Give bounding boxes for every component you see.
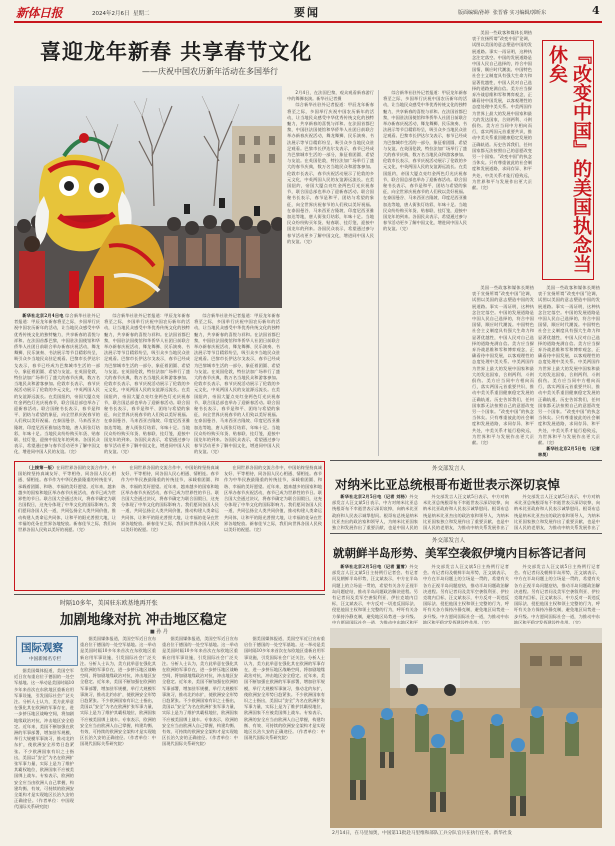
main-article-col-4	[287, 90, 374, 456]
main-article-col-2	[104, 313, 190, 457]
news1-col-3	[514, 494, 600, 530]
peacekeepers-photo	[330, 628, 602, 828]
bottom-author: ■ 孙 丹	[150, 629, 168, 635]
lion-dance-photo	[14, 86, 282, 308]
peacekeepers-caption: 2月14日，在马里加奥，中国第11批赴马里维和部队工兵分队官兵在执行任务。新华社发	[332, 831, 512, 836]
continued-article-box	[14, 461, 325, 591]
bottom-top-rule	[14, 594, 325, 595]
main-article-text-3: 综合新华社驻外记者报道：甲辰龙年新春将至之际，多国举行庆祝中国农历新年的活动，让当地民众感受中华优秀传统文化的独特魅力，共享新春的喜悦与祥和。在法国首都巴黎，中国驻法国使馆和华侨华人社团日前联合举办新春庆祝活动，舞龙舞狮、民乐演奏、书法展示等节目精彩纷呈，吸引众多当地民众驻足观看。巴黎市长伊达尔戈表示，春节已经成为巴黎城市生活的一部分，象征着团圆、希望与友谊。在英国伦敦，特拉法加广场举行了盛大的春节庆典，数万名当地民众和游客参加。伦敦市长表示，春节庆祝活动展示了伦敦的多元文化，中英两国人民的友谊源远流长。在美国纽约，帝国大厦点亮红金两色灯光庆祝春节，联合国总部也举办了迎新春活动。联合国秘书长表示，春节是和平、团结与希望的象征，向全世界庆祝春节的人们致以美好祝福。在泰国曼谷、马来西亚吉隆坡、印度尼西亚雅加达等地，唐人街张灯结彩，年味十足。当地民众纷纷购买年货、贴春联、挂灯笼，迎接中国龙年的到来。各国民众表示，希望通过参与春节活动更多了解中国文化，增进同中国人民的友谊。（完）	[194, 313, 280, 455]
bottom-col-1	[14, 668, 74, 830]
main-article-col-5	[383, 90, 467, 456]
bottom-text-4: 据美国媒体报道，美国空军近日宣布重启位于德国的一处空军基地。这一举动是美国时隔10多年来首次在东欧地区重新启用军事设施，引发国际社会广泛关注。分析人士认为，美方此举意在强化其在欧洲的军事存在，进一步挤压地区战略空间，将加剧地缘政治对抗，冲击地区安全稳定。近年来，美国不断加强在欧洲的军事部署，增加驻军规模，举行大规模军事演习，推动北约东扩，使欧洲安全形势日趋紧张。不少欧洲国家有识之士指出，美国以“安全”为名在欧洲扩张军事力量，实际上是为了维护其霸权地位，欧洲国家不应被美国绑上战车。专家表示，欧洲的安全应当由欧洲人自己掌握，构建均衡、有效、可持续的欧洲安全架构才是实现地区长治久安的正确途径。（作者单位：中国现代国际关系研究院）	[244, 636, 325, 741]
editor-credits: 版面编辑/孙婷 张晋睿 实习编辑/郭昕东	[458, 10, 547, 16]
news1-col-1	[332, 494, 418, 530]
news2-col-2	[423, 564, 509, 624]
news2-text-1: 外交部发言人汪文斌5日主持例行记者会。有记者问及朝鲜半岛形势，汪文斌表示，中方在半岛问题上的立场是一贯的，希望有关各方正视半岛问题症结，推动半岛问题政治解决进程。另有记者问及美军空袭叙利亚、伊拉克境内目标，汪文斌表示，中方反对一切违反国际法、侵犯他国主权和领土完整的行为，呼吁有关各方保持冷静克制，避免地区局势进一步升级。中方愿同国际社会一道，为推动中东地区和平	[332, 564, 418, 624]
column-badge-sub: 中国新闻名专栏	[29, 657, 62, 662]
newspaper-logo: 新体日报	[16, 6, 63, 20]
column-badge	[16, 636, 78, 666]
continued-col-1	[18, 465, 116, 587]
news1-dateline: 新华社北京2月5日电（记者 刘杨）	[340, 494, 410, 499]
news2-kicker: 外交部发言人	[432, 538, 466, 544]
section-title: 要闻	[294, 6, 320, 19]
commentary-text-3: 美国一些政客和媒体长期热衷于宣扬所谓“改变中国”论调，试图以美国的意志塑造中国的发展道路。事实一再证明，这种执念注定落空。中国的发展道路是中国人民自己选择的，符合中国国情，顺应时代潮流。中国特色社会主义制度具有强大生命力和显著优越性，中国人民对自己选择的道路充满自信。美方应当摒弃冷战思维和零和博弈观念，正确看待中国发展，以客观理性的态度处理中美关系。中美两国作为世界上最大的发展中国家和最大的发达国家，合则两利、斗则俱伤。美方应当同中方相向而行，落实两国元首重要共识，推动中美关系重回健康稳定发展的正确轨道。历史告诉我们，任何国家都无法按照自己的意愿改变另一个国家。“改变中国”的执念当休矣。只有尊重彼此的社会制度和发展道路，求同存异、和平共处，中美关系才能行稳致远，为世界和平与发展作出更大贡献。（完）	[538, 285, 600, 446]
column-badge-title: 国际观察	[21, 642, 63, 654]
peacekeepers-illustration	[330, 628, 602, 828]
news2-col-1	[332, 564, 418, 624]
commentary-title-text: 『改变中国』的美国执念当休矣	[546, 45, 592, 273]
issue-date	[92, 9, 150, 17]
main-article-text-5: 综合新华社驻外记者报道：甲辰龙年新春将至之际，多国举行庆祝中国农历新年的活动，让当地民众感受中华优秀传统文化的独特魅力，共享新春的喜悦与祥和。在法国首都巴黎，中国驻法国使馆和华侨华人社团日前联合举办新春庆祝活动，舞龙舞狮、民乐演奏、书法展示等节目精彩纷呈，吸引众多当地民众驻足观看。巴黎市长伊达尔戈表示，春节已经成为巴黎城市生活的一部分，象征着团圆、希望与友谊。在英国伦敦，特拉法加广场举行了盛大的春节庆典，数万名当地民众和游客参加。伦敦市长表示，春节庆祝活动展示了伦敦的多元文化，中英两国人民的友谊源远流长。在美国纽约，帝国大厦点亮红金两色灯光庆祝春节，联合国总部也举办了迎新春活动。联合国秘书长表示，春节是和平、团结与希望的象征，向全世界庆祝春节的人们致以美好祝福。在泰国曼谷、马来西亚吉隆坡、印度尼西亚雅加达等地，唐人街张灯结彩，年味十足。当地民众纷纷购买年货、贴春联、挂灯笼，迎接中国龙年的到来。各国民众表示，希望通过参与春节活动更多了解中国文化，增进同中国人民的友谊。（完）	[383, 90, 467, 232]
news2-headline: 就朝鲜半岛形势、美军空袭叙伊境内目标答记者问	[333, 546, 586, 560]
news1-col-2	[423, 494, 509, 530]
main-article-col-3	[194, 313, 280, 457]
weekday-text: 星期二	[133, 11, 150, 17]
main-headline: 喜迎龙年新春 共享春节文化	[40, 39, 313, 64]
news1-top-rule	[330, 460, 602, 461]
bottom-text-1: 据美国媒体报道，美国空军近日宣布重启位于德国的一处空军基地。这一举动是美国时隔10多年来首次在东欧地区重新启用军事设施，引发国际社会广泛关注。分析人士认为，美方此举意在强化其在欧洲的军事存在，进一步挤压地区战略空间，将加剧地缘政治对抗，冲击地区安全稳定。近年来，美国不断加强在欧洲的军事部署，增加驻军规模，举行大规模军事演习，推动北约东扩，使欧洲安全形势日趋紧张。不少欧洲国家有识之士指出，美国以“安全”为名在欧洲扩张军事力量，实际上是为了维护其霸权地位，欧洲国家不应被美国绑上战车。专家表示，欧洲的安全应当由欧洲人自己掌握，构建均衡、有效、可持续的欧洲安全架构才是实现地区长治久安的正确途径。（作者单位：中国现代国际关系研究院）	[14, 668, 74, 810]
main-column-divider	[378, 90, 379, 456]
continued-col-3	[224, 465, 322, 587]
bottom-col-4	[244, 636, 325, 830]
main-caption: 2月4日，在法国巴黎，观众观看新春游行中的舞狮表演。新华社记者摄	[287, 90, 374, 102]
news2-dateline: 新华社北京2月5日电（记者 董雪）	[340, 564, 410, 569]
commentary-col-2	[472, 285, 534, 457]
news1-text-1: 外交部发言人汪文斌5日表示，中方对纳米比亚总统根哥布不幸逝世表示深切哀悼，向纳米比亚政府和人民表示诚挚慰问。根哥布总统是纳米比亚杰出的政治家和领导人，为纳米比亚国家独立和发展作出了重要贡献，也是中国人民的	[332, 494, 418, 530]
bottom-col-3	[162, 636, 238, 830]
masthead	[14, 3, 602, 21]
bottom-headline: 加剧地缘对抗 冲击地区稳定	[60, 612, 227, 628]
main-article-col-1	[14, 313, 100, 457]
commentary-text-2: 美国一些政客和媒体长期热衷于宣扬所谓“改变中国”论调，试图以美国的意志塑造中国的发展道路。事实一再证明，这种执念注定落空。中国的发展道路是中国人民自己选择的，符合中国国情，顺应时代潮流。中国特色社会主义制度具有强大生命力和显著优越性，中国人民对自己选择的道路充满自信。美方应当摒弃冷战思维和零和博弈观念，正确看待中国发展，以客观理性的态度处理中美关系。中美两国作为世界上最大的发展中国家和最大的发达国家，合则两利、斗则俱伤。美方应当同中方相向而行，落实两国元首重要共识，推动中美关系重回健康稳定发展的正确轨道。历史告诉我们，任何国家都无法按照自己的意愿改变另一个国家。“改变中国”的执念当休矣。只有尊重彼此的社会制度和发展道路，求同存异、和平共处，中美关系才能行稳致远，为世界和平与发展作出更大贡献。（完）	[472, 285, 534, 446]
commentary-vertical-title	[542, 40, 594, 280]
date-text: 2024年2月6日	[92, 11, 130, 17]
news1-text-3: 外交部发言人汪文斌5日表示，中方对纳米比亚总统根哥布不幸逝世表示深切哀悼，向纳米比亚政府和人民表示诚挚慰问。根哥布总统是纳米比亚杰出的政治家和领导人，为纳米比亚国家独立和发展作出了重要贡献，也是中国人民的老朋友，为推动中纳关系发展作出了	[514, 494, 600, 530]
news1-kicker: 外交部发言人	[432, 466, 466, 472]
lion-dance-illustration	[14, 86, 282, 308]
news2-top-rule	[330, 533, 602, 534]
news2-text-3: 外交部发言人汪文斌5日主持例行记者会。有记者问及朝鲜半岛形势，汪文斌表示，中方在半岛问题上的立场是一贯的，希望有关各方正视半岛问题症结，推动半岛问题政治解决进程。另有记者问及美军空袭叙利亚、伊拉克境内目标，汪文斌表示，中方反对一切违反国际法、侵犯他国主权和领土完整的行为，呼吁有关各方保持冷静克制，避免地区局势进一步升级。中方愿同国际社会一道，为推动中东地区和平稳定发挥建设性作用。（完）	[514, 564, 600, 624]
news1-headline: 对纳米比亚总统根哥布逝世表示深切哀悼	[335, 477, 561, 492]
commentary-col-3	[538, 285, 600, 457]
news2-text-2: 外交部发言人汪文斌5日主持例行记者会。有记者问及朝鲜半岛形势，汪文斌表示，中方在半岛问题上的立场是一贯的，希望有关各方正视半岛问题症结，推动半岛问题政治解决进程。另有记者问及美军空袭叙利亚、伊拉克境内目标，汪文斌表示，中方反对一切违反国际法、侵犯他国主权和领土完整的行为，呼吁有关各方保持冷静克制，避免地区局势进一步升级。中方愿同国际社会一道，为推动中东地区和平稳定发挥建设性作用。（完）	[423, 564, 509, 624]
main-article-text-1: 综合新华社驻外记者报道：甲辰龙年新春将至之际，多国举行庆祝中国农历新年的活动，让当地民众感受中华优秀传统文化的独特魅力，共享新春的喜悦与祥和。在法国首都巴黎，中国驻法国使馆和华侨华人社团日前联合举办新春庆祝活动，舞龙舞狮、民乐演奏、书法展示等节目精彩纷呈，吸引众多当地民众驻足观看。巴黎市长伊达尔戈表示，春节已经成为巴黎城市生活的一部分，象征着团圆、希望与友谊。在英国伦敦，特拉法加广场举行了盛大的春节庆典，数万名当地民众和游客参加。伦敦市长表示，春节庆祝活动展示了伦敦的多元文化，中英两国人民的友谊源远流长。在美国纽约，帝国大厦点亮红金两色灯光庆祝春节，联合国总部也举办了迎新春活动。联合国秘书长表示，春节是和平、团结与希望的象征，向全世界庆祝春节的人们致以美好祝福。在泰国曼谷、马来西亚吉隆坡、印度尼西亚雅加达等地，唐人街张灯结彩，年味十足。当地民众纷纷购买年货、贴春联、挂灯笼，迎接中国龙年的到来。各国民众表示，希望通过参与春节活动更多了解中国文化，增进同中国人民的友谊。（完）	[14, 313, 100, 455]
continued-text-2: 在同世界各国的交流合作中，中国始终坚持真诚友好、平等相待，同各国人民心相通、情相连。春节作为中华民族最隆重的传统佳节，承载着团圆、和谐、幸福的美好愿望。近年来，越来越多的国家和地区举办春节庆祝活动，春节已成为世界性的节日。联合国大会通过决议，将春节确定为联合国假日，这充分体现了中华文化的国际影响力。我们愿同各国人民一道，共同弘扬全人类共同价值，推动构建人类命运共同体，让和平的阳光普照大地，让幸福的花朵在世界各地绽放。新春佳节之际，我们向世界各国人民致以美好的祝愿。（完）	[121, 465, 219, 533]
masthead-rule	[14, 21, 602, 23]
news2-col-3	[514, 564, 600, 624]
main-dateline: 新华社北京2月4日电	[22, 313, 64, 318]
main-article-text-2: 综合新华社驻外记者报道：甲辰龙年新春将至之际，多国举行庆祝中国农历新年的活动，让当地民众感受中华优秀传统文化的独特魅力，共享新春的喜悦与祥和。在法国首都巴黎，中国驻法国使馆和华侨华人社团日前联合举办新春庆祝活动，舞龙舞狮、民乐演奏、书法展示等节目精彩纷呈，吸引众多当地民众驻足观看。巴黎市长伊达尔戈表示，春节已经成为巴黎城市生活的一部分，象征着团圆、希望与友谊。在英国伦敦，特拉法加广场举行了盛大的春节庆典，数万名当地民众和游客参加。伦敦市长表示，春节庆祝活动展示了伦敦的多元文化，中英两国人民的友谊源远流长。在美国纽约，帝国大厦点亮红金两色灯光庆祝春节，联合国总部也举办了迎新春活动。联合国秘书长表示，春节是和平、团结与希望的象征，向全世界庆祝春节的人们致以美好祝福。在泰国曼谷、马来西亚吉隆坡、印度尼西亚雅加达等地，唐人街张灯结彩，年味十足。当地民众纷纷购买年货、贴春联、挂灯笼，迎接中国龙年的到来。各国民众表示，希望通过参与春节活动更多了解中国文化，增进同中国人民的友谊。（完）	[104, 313, 190, 455]
commentary-byline: 新华社北京2月5日电 （记者 林昊）	[538, 446, 600, 457]
commentary-col-1	[472, 30, 532, 280]
continued-label: （上接第一版）	[26, 465, 57, 470]
continued-text-3: 在同世界各国的交流合作中，中国始终坚持真诚友好、平等相待，同各国人民心相通、情相连。春节作为中华民族最隆重的传统佳节，承载着团圆、和谐、幸福的美好愿望。近年来，越来越多的国家和地区举办春节庆祝活动，春节已成为世界性的节日。联合国大会通过决议，将春节确定为联合国假日，这充分体现了中华文化的国际影响力。我们愿同各国人民一道，共同弘扬全人类共同价值，推动构建人类命运共同体，让和平的阳光普照大地，让幸福的花朵在世界各地绽放。新春佳节之际，我们向世界各国人民致以美好的祝愿。（完）	[224, 465, 322, 533]
page-number: 4	[592, 4, 600, 17]
bottom-text-2: 据美国媒体报道，美国空军近日宣布重启位于德国的一处空军基地。这一举动是美国时隔10多年来首次在东欧地区重新启用军事设施，引发国际社会广泛关注。分析人士认为，美方此举意在强化其在欧洲的军事存在，进一步挤压地区战略空间，将加剧地缘政治对抗，冲击地区安全稳定。近年来，美国不断加强在欧洲的军事部署，增加驻军规模，举行大规模军事演习，推动北约东扩，使欧洲安全形势日趋紧张。不少欧洲国家有识之士指出，美国以“安全”为名在欧洲扩张军事力量，实际上是为了维护其霸权地位，欧洲国家不应被美国绑上战车。专家表示，欧洲的安全应当由欧洲人自己掌握，构建均衡、有效、可持续的欧洲安全架构才是实现地区长治久安的正确途径。（作者单位：中国现代国际关系研究院）	[80, 636, 156, 747]
main-subheadline: ——庆祝中国农历新年活动在多国举行	[142, 67, 278, 76]
bottom-kicker: 时隔10多年，美国驻东欧基地再开张	[60, 600, 158, 607]
news1-text-2: 外交部发言人汪文斌5日表示，中方对纳米比亚总统根哥布不幸逝世表示深切哀悼，向纳米比亚政府和人民表示诚挚慰问。根哥布总统是纳米比亚杰出的政治家和领导人，为纳米比亚国家独立和发展作出了重要贡献，也是中国人民的老朋友，为推动中纳关系发展作出了	[423, 494, 509, 530]
commentary-text-1: 美国一些政客和媒体长期热衷于宣扬所谓“改变中国”论调，试图以美国的意志塑造中国的发展道路。事实一再证明，这种执念注定落空。中国的发展道路是中国人民自己选择的，符合中国国情，顺应时代潮流。中国特色社会主义制度具有强大生命力和显著优越性，中国人民对自己选择的道路充满自信。美方应当摒弃冷战思维和零和博弈观念，正确看待中国发展，以客观理性的态度处理中美关系。中美两国作为世界上最大的发展中国家和最大的发达国家，合则两利、斗则俱伤。美方应当同中方相向而行，落实两国元首重要共识，推动中美关系重回健康稳定发展的正确轨道。历史告诉我们，任何国家都无法按照自己的意愿改变另一个国家。“改变中国”的执念当休矣。只有尊重彼此的社会制度和发展道路，求同存异、和平共处，中美关系才能行稳致远，为世界和平与发展作出更大贡献。（完）	[472, 30, 532, 191]
continued-text-1: 在同世界各国的交流合作中，中国始终坚持真诚友好、平等相待，同各国人民心相通、情相连。春节作为中华民族最隆重的传统佳节，承载着团圆、和谐、幸福的美好愿望。近年来，越来越多的国家和地区举办春节庆祝活动，春节已成为世界性的节日。联合国大会通过决议，将春节确定为联合国假日，这充分体现了中华文化的国际影响力。我们愿同各国人民一道，共同弘扬全人类共同价值，推动构建人类命运共同体，让和平的阳光普照大地，让幸福的花朵在世界各地绽放。新春佳节之际，我们向世界各国人民致以美好的祝愿。（完）	[18, 465, 116, 533]
main-article-text-4: 综合新华社驻外记者报道：甲辰龙年新春将至之际，多国举行庆祝中国农历新年的活动，让当地民众感受中华优秀传统文化的独特魅力，共享新春的喜悦与祥和。在法国首都巴黎，中国驻法国使馆和华侨华人社团日前联合举办新春庆祝活动，舞龙舞狮、民乐演奏、书法展示等节目精彩纷呈，吸引众多当地民众驻足观看。巴黎市长伊达尔戈表示，春节已经成为巴黎城市生活的一部分，象征着团圆、希望与友谊。在英国伦敦，特拉法加广场举行了盛大的春节庆典，数万名当地民众和游客参加。伦敦市长表示，春节庆祝活动展示了伦敦的多元文化，中英两国人民的友谊源远流长。在美国纽约，帝国大厦点亮红金两色灯光庆祝春节，联合国总部也举办了迎新春活动。联合国秘书长表示，春节是和平、团结与希望的象征，向全世界庆祝春节的人们致以美好祝福。在泰国曼谷、马来西亚吉隆坡、印度尼西亚雅加达等地，唐人街张灯结彩，年味十足。当地民众纷纷购买年货、贴春联、挂灯笼，迎接中国龙年的到来。各国民众表示，希望通过参与春节活动更多了解中国文化，增进同中国人民的友谊。（完）	[287, 102, 374, 244]
bottom-text-3: 据美国媒体报道，美国空军近日宣布重启位于德国的一处空军基地。这一举动是美国时隔10多年来首次在东欧地区重新启用军事设施，引发国际社会广泛关注。分析人士认为，美方此举意在强化其在欧洲的军事存在，进一步挤压地区战略空间，将加剧地缘政治对抗，冲击地区安全稳定。近年来，美国不断加强在欧洲的军事部署，增加驻军规模，举行大规模军事演习，推动北约东扩，使欧洲安全形势日趋紧张。不少欧洲国家有识之士指出，美国以“安全”为名在欧洲扩张军事力量，实际上是为了维护其霸权地位，欧洲国家不应被美国绑上战车。专家表示，欧洲的安全应当由欧洲人自己掌握，构建均衡、有效、可持续的欧洲安全架构才是实现地区长治久安的正确途径。（作者单位：中国现代国际关系研究院）	[162, 636, 238, 747]
bottom-col-2	[80, 636, 156, 830]
continued-col-2	[121, 465, 219, 587]
